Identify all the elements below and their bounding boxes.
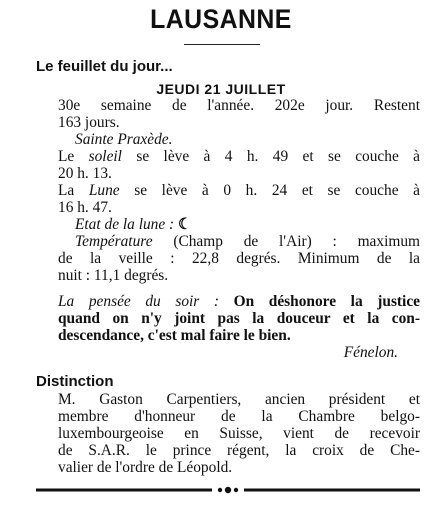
moon-times: se lève à 0 h. 24 et se couche à [119, 182, 420, 199]
sunset-time: 20 h. 13. [58, 165, 112, 182]
end-ornament-rule [36, 486, 420, 496]
feuillet-heading: Le feuillet du jour... [36, 58, 173, 75]
evening-thought-start: On déshonore la justice [219, 293, 420, 310]
moon-word: Lune [88, 182, 120, 199]
temperature-line-1 [58, 233, 420, 251]
temperature-label: Température [75, 233, 153, 250]
moonset-time: 16 h. 47. [58, 199, 112, 216]
temperature-line-2: de la veille : 22,8 degrés. Minimum de la [58, 250, 420, 267]
distinction-line-1: M. Gaston Carpentiers, ancien président et [58, 391, 420, 408]
distinction-line-2: membre d'honneur de la Chambre belgo- [58, 408, 420, 425]
week-day-line: 30e semaine de l'année. 202e jour. Restent [58, 97, 420, 114]
sun-prefix: Le [58, 148, 89, 165]
moon-phase-icon: ☾ [178, 216, 192, 233]
distinction-line-4: de S.A.R. le prince régent, la croix de Che- [58, 442, 420, 459]
evening-thought-line-1 [58, 293, 420, 311]
sunrise-line [58, 148, 420, 166]
date-line: JEUDI 21 JUILLET [156, 81, 286, 97]
masthead-title: LAUSANNE [150, 4, 292, 34]
distinction-line-5: valier de l'ordre de Léopold. [58, 459, 233, 476]
masthead-underline [184, 44, 260, 45]
sun-times: se lève à 4 h. 49 et se couche à [121, 148, 420, 165]
saint-of-day: Sainte Praxède. [75, 131, 173, 148]
moon-phase-line [75, 216, 192, 234]
quote-author: Fénelon. [343, 344, 398, 361]
days-remaining-line: 163 jours. [58, 114, 120, 131]
distinction-line-3: luxembourgeoise en Suisse, vient de recevoir [58, 425, 420, 442]
distinction-heading: Distinction [36, 373, 114, 390]
temperature-location: (Champ de l'Air) : maximum [152, 233, 420, 250]
moon-prefix: La [58, 182, 89, 199]
evening-thought-label: La pensée du soir : [58, 293, 220, 310]
sun-word: soleil [88, 148, 122, 165]
evening-thought-line-2: quand on n'y joint pas la douceur et la con- [58, 310, 420, 327]
temperature-line-3: nuit : 11,1 degrés. [58, 267, 169, 284]
moon-phase-label: Etat de la lune : [75, 216, 175, 233]
evening-thought-line-3: descendance, c'est mal faire le bien. [58, 327, 291, 344]
moonrise-line [58, 182, 420, 200]
